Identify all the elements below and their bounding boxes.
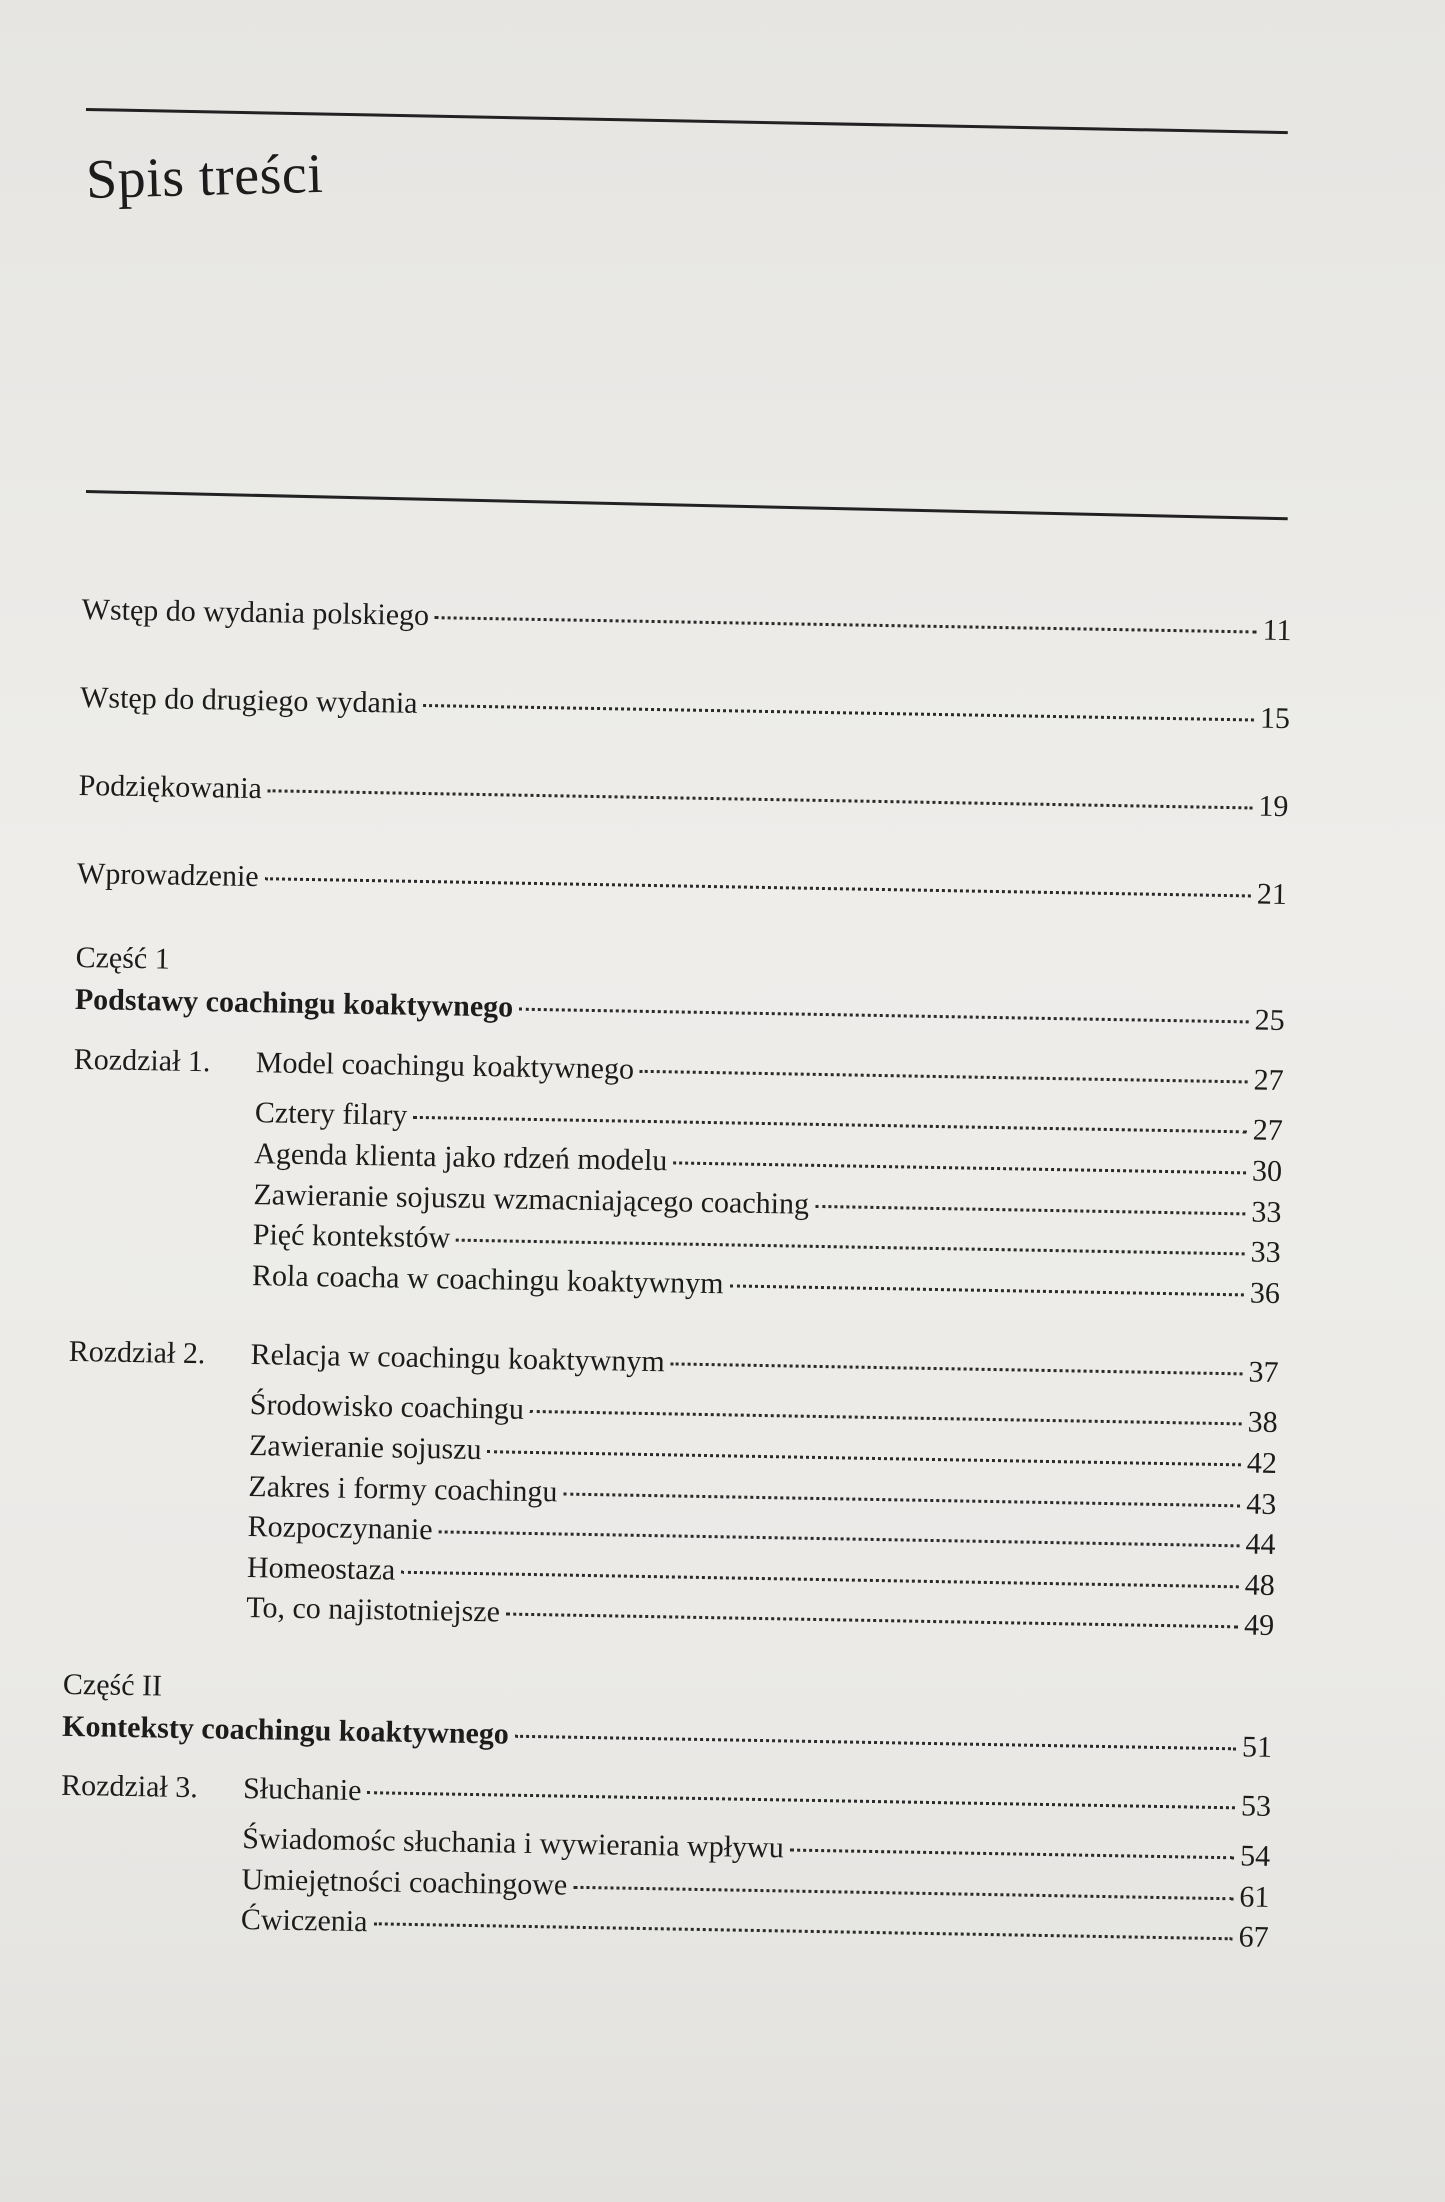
- toc-entry-front-2: Wstęp do drugiego wydania 15: [79, 680, 1291, 736]
- leader-dots: [640, 1070, 1248, 1084]
- chapter-3-title: Słuchanie 53: [242, 1771, 1272, 1823]
- chapter-2-label: Rozdział 2.: [68, 1334, 206, 1371]
- top-rule: [86, 108, 1288, 134]
- section-entry: To, co najistotniejsze 49: [246, 1591, 1275, 1642]
- leader-dots: [573, 1886, 1233, 1901]
- leader-dots: [423, 704, 1254, 721]
- chapter-3-label: Rozdział 3.: [60, 1768, 199, 1805]
- section-entry: Zawieranie sojuszu 42: [248, 1429, 1278, 1480]
- leader-dots: [563, 1493, 1240, 1508]
- toc-entry-front-3: Podziękowania 19: [78, 768, 1289, 824]
- chapter-2-title: Relacja w coachingu koaktywnym 37: [250, 1338, 1279, 1389]
- leader-dots: [729, 1284, 1243, 1296]
- leader-dots: [413, 1116, 1246, 1134]
- section-entry: Umiejętności coachingowe 61: [241, 1862, 1270, 1914]
- chapter-1-title: Model coachingu koaktywnego 27: [255, 1046, 1284, 1098]
- section-entry: Homeostaza 48: [246, 1551, 1276, 1602]
- section-entry: Świadomośc słuchania i wywierania wpływu 54: [241, 1821, 1271, 1873]
- leader-dots: [506, 1613, 1238, 1629]
- leader-dots: [367, 1791, 1235, 1809]
- leader-dots: [435, 616, 1257, 633]
- section-entry: Rola coacha w coachingu koaktywnym 36: [251, 1259, 1281, 1311]
- leader-dots: [671, 1362, 1243, 1375]
- leader-dots: [456, 1239, 1244, 1256]
- chapter-1-label: Rozdział 1.: [73, 1042, 211, 1079]
- section-entry: Zakres i formy coachingu 43: [248, 1470, 1277, 1521]
- leader-dots: [373, 1922, 1232, 1940]
- leader-dots: [265, 877, 1251, 897]
- leader-dots: [815, 1205, 1245, 1216]
- page-title: Spis treści: [85, 142, 324, 211]
- section-entry: Rozpoczynanie 44: [247, 1510, 1276, 1561]
- leader-dots: [673, 1161, 1246, 1174]
- section-entry: Pięć kontekstów 33: [252, 1218, 1281, 1270]
- toc-entry-front-1: Wstęp do wydania polskiego 11: [81, 592, 1292, 648]
- leader-dots: [268, 789, 1253, 809]
- section-entry: Cztery filary 27: [254, 1096, 1284, 1148]
- table-of-contents: [60, 592, 1292, 1954]
- leader-dots: [515, 1735, 1236, 1751]
- part-2-label: Część II: [62, 1667, 163, 1703]
- leader-dots: [401, 1571, 1239, 1589]
- section-entry: Agenda klienta jako rdzeń modelu 30: [253, 1137, 1283, 1189]
- leader-dots: [519, 1008, 1249, 1024]
- leader-dots: [790, 1849, 1234, 1860]
- toc-entry-front-4: Wprowadzenie 21: [76, 856, 1288, 912]
- part-1-title: Podstawy coachingu koaktywnego 25: [74, 982, 1285, 1038]
- part-2-title: Konteksty coachingu koaktywnego 51: [61, 1709, 1273, 1764]
- leader-dots: [530, 1410, 1242, 1425]
- mid-rule: [86, 490, 1288, 520]
- section-entry: Środowisko coachingu 38: [249, 1388, 1278, 1439]
- leader-dots: [439, 1530, 1240, 1547]
- section-entry: Ćwiczenia 67: [240, 1902, 1269, 1954]
- leader-dots: [487, 1450, 1241, 1466]
- part-1-label: Część 1: [75, 940, 171, 976]
- section-entry: Zawieranie sojuszu wzmacniającego coaching 33: [253, 1178, 1282, 1230]
